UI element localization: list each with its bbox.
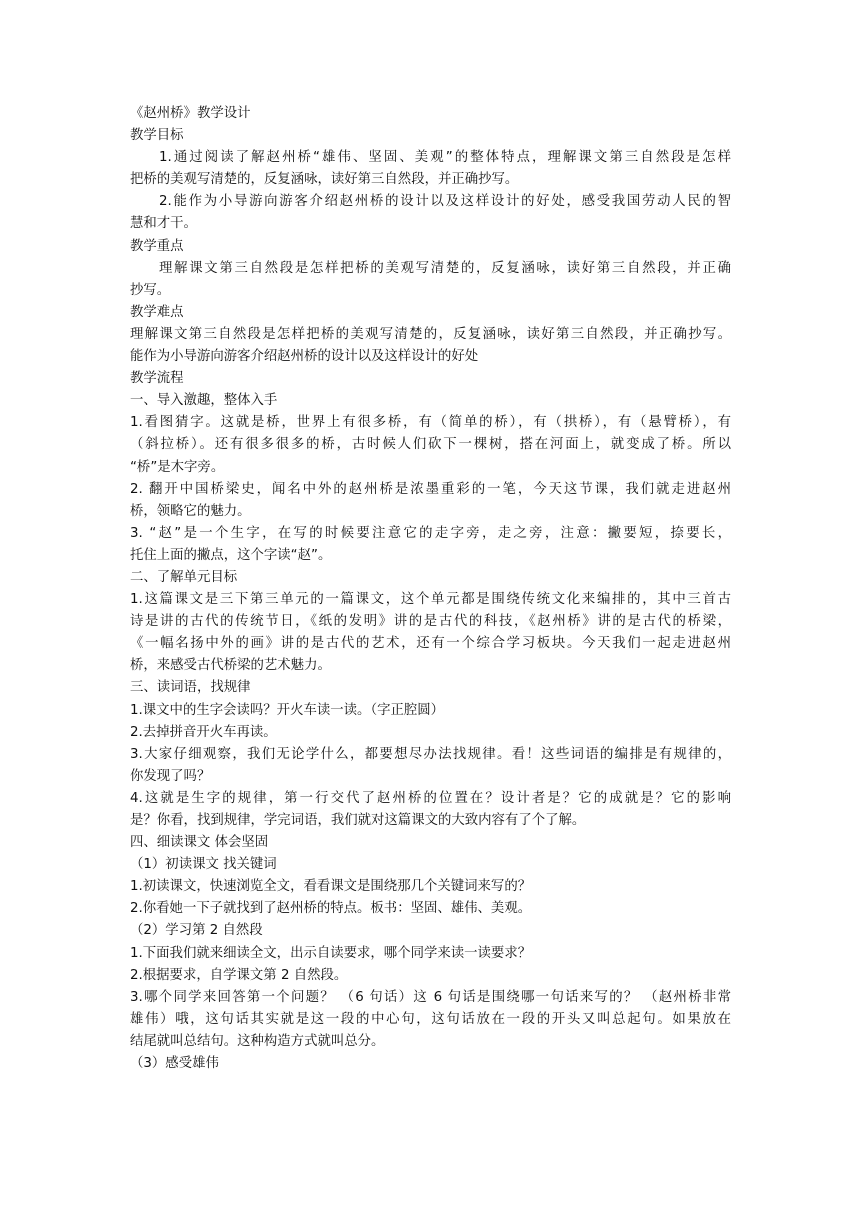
- paragraph-line: 3.大家仔细观察，我们无论学什么，都要想尽办法找规律。看！这些词语的编排是有规律的，: [130, 746, 731, 762]
- paragraph-line: 1.看图猜字。这就是桥，世界上有很多桥，有（简单的桥），有（拱桥），有（悬臂桥），有: [130, 415, 731, 431]
- subsection-heading: 一、导入激趣，整体入手: [130, 393, 278, 409]
- paragraph-line: 慧和才干。: [130, 216, 197, 232]
- paragraph-line: 是？你看，找到规律，学完词语，我们就对这篇课文的大致内容有了个了解。: [130, 813, 586, 828]
- paragraph-line: 2.去掉拼音开火车再读。: [130, 724, 277, 740]
- paragraph-line: 1.这篇课文是三下第三单元的一篇课文，这个单元都是围绕传统文化来编排的，其中三首古: [130, 592, 731, 608]
- subsection-heading: 二、了解单元目标: [130, 569, 238, 585]
- paragraph-line: 理解课文第三自然段是怎样把桥的美观写清楚的，反复涵咏，读好第三自然段，并正确抄写。: [130, 326, 731, 342]
- paragraph-line: （斜拉桥）。还有很多很多的桥，古时候人们砍下一棵树，搭在河面上，就变成了桥。所以: [130, 437, 731, 453]
- paragraph-line: 托住上面的撇点，这个字读“赵”。: [130, 547, 332, 563]
- paragraph-line: 雄伟）哦，这句话其实就是这一段的中心句，这句话放在一段的开头又叫总起句。如果放在: [130, 1011, 731, 1027]
- paragraph-line: 能作为小导游向游客介绍赵州桥的设计以及这样设计的好处: [130, 349, 479, 365]
- paragraph-line: 桥，领略它的魅力。: [130, 503, 251, 519]
- paragraph-line: 把桥的美观写清楚的，反复涵咏，读好第三自然段，并正确抄写。: [130, 172, 519, 188]
- section-heading: 教学流程: [130, 371, 184, 387]
- document-title: 《赵州桥》教学设计: [130, 106, 251, 121]
- sub-heading: （1）初读课文 找关键词: [130, 857, 277, 873]
- paragraph-line: 理解课文第三自然段是怎样把桥的美观写清楚的，反复涵咏，读好第三自然段，并正确: [159, 260, 731, 276]
- paragraph-line: 2.能作为小导游向游客介绍赵州桥的设计以及这样设计的好处，感受我国劳动人民的智: [159, 194, 731, 210]
- paragraph-line: 1.课文中的生字会读吗？开火车读一读。（字正腔圆）: [130, 702, 445, 718]
- sub-heading: （2）学习第 2 自然段: [130, 923, 263, 939]
- paragraph-line: 2.你看她一下子就找到了赵州桥的特点。板书：坚固、雄伟、美观。: [130, 901, 532, 917]
- document-page: [130, 103, 731, 1075]
- paragraph-line: 3. “赵”是一个生字，在写的时候要注意它的走字旁，走之旁，注意：撇要短，捺要长，: [130, 525, 731, 541]
- paragraph-line: “桥”是木字旁。: [130, 459, 225, 475]
- paragraph-line: 桥，来感受古代桥梁的艺术魅力。: [130, 658, 331, 674]
- paragraph-line: 1.下面我们就来细读全文，出示自读要求，哪个同学来读一读要求？: [130, 945, 532, 961]
- sub-heading: （3）感受雄伟: [130, 1056, 219, 1072]
- paragraph-line: 1.通过阅读了解赵州桥“雄伟、坚固、美观”的整体特点，理解课文第三自然段是怎样: [159, 150, 731, 166]
- paragraph-line: 2. 翻开中国桥梁史，闻名中外的赵州桥是浓墨重彩的一笔，今天这节课，我们就走进赵州: [130, 481, 731, 497]
- paragraph-line: 2.根据要求，自学课文第 2 自然段。: [130, 967, 348, 983]
- section-heading: 教学目标: [130, 128, 184, 144]
- paragraph-line: 4.这就是生字的规律，第一行交代了赵州桥的位置在？设计者是？它的成就是？它的影响: [130, 790, 731, 806]
- paragraph-line: 你发现了吗？: [130, 768, 211, 784]
- section-heading: 教学难点: [130, 304, 184, 320]
- paragraph-line: 结尾就叫总结句。这种构造方式就叫总分。: [130, 1033, 385, 1049]
- paragraph-line: 诗是讲的古代的传统节日，《纸的发明》讲的是古代的科技，《赵州桥》讲的是古代的桥梁，: [130, 614, 731, 630]
- paragraph-line: 1.初读课文，快速浏览全文，看看课文是围绕那几个关键词来写的？: [130, 879, 532, 895]
- subsection-heading: 三、读词语，找规律: [130, 680, 251, 696]
- subsection-heading: 四、细读课文 体会坚固: [130, 835, 269, 851]
- paragraph-line: 《一幅名扬中外的画》讲的是古代的艺术，还有一个综合学习板块。今天我们一起走进赵州: [130, 636, 731, 652]
- section-heading: 教学重点: [130, 238, 184, 254]
- paragraph-line: 3.哪个同学来回答第一个问题？ （6 句话）这 6 句话是围绕哪一句话来写的？ （赵州桥非常: [130, 989, 731, 1005]
- paragraph-line: 抄写。: [130, 282, 171, 298]
